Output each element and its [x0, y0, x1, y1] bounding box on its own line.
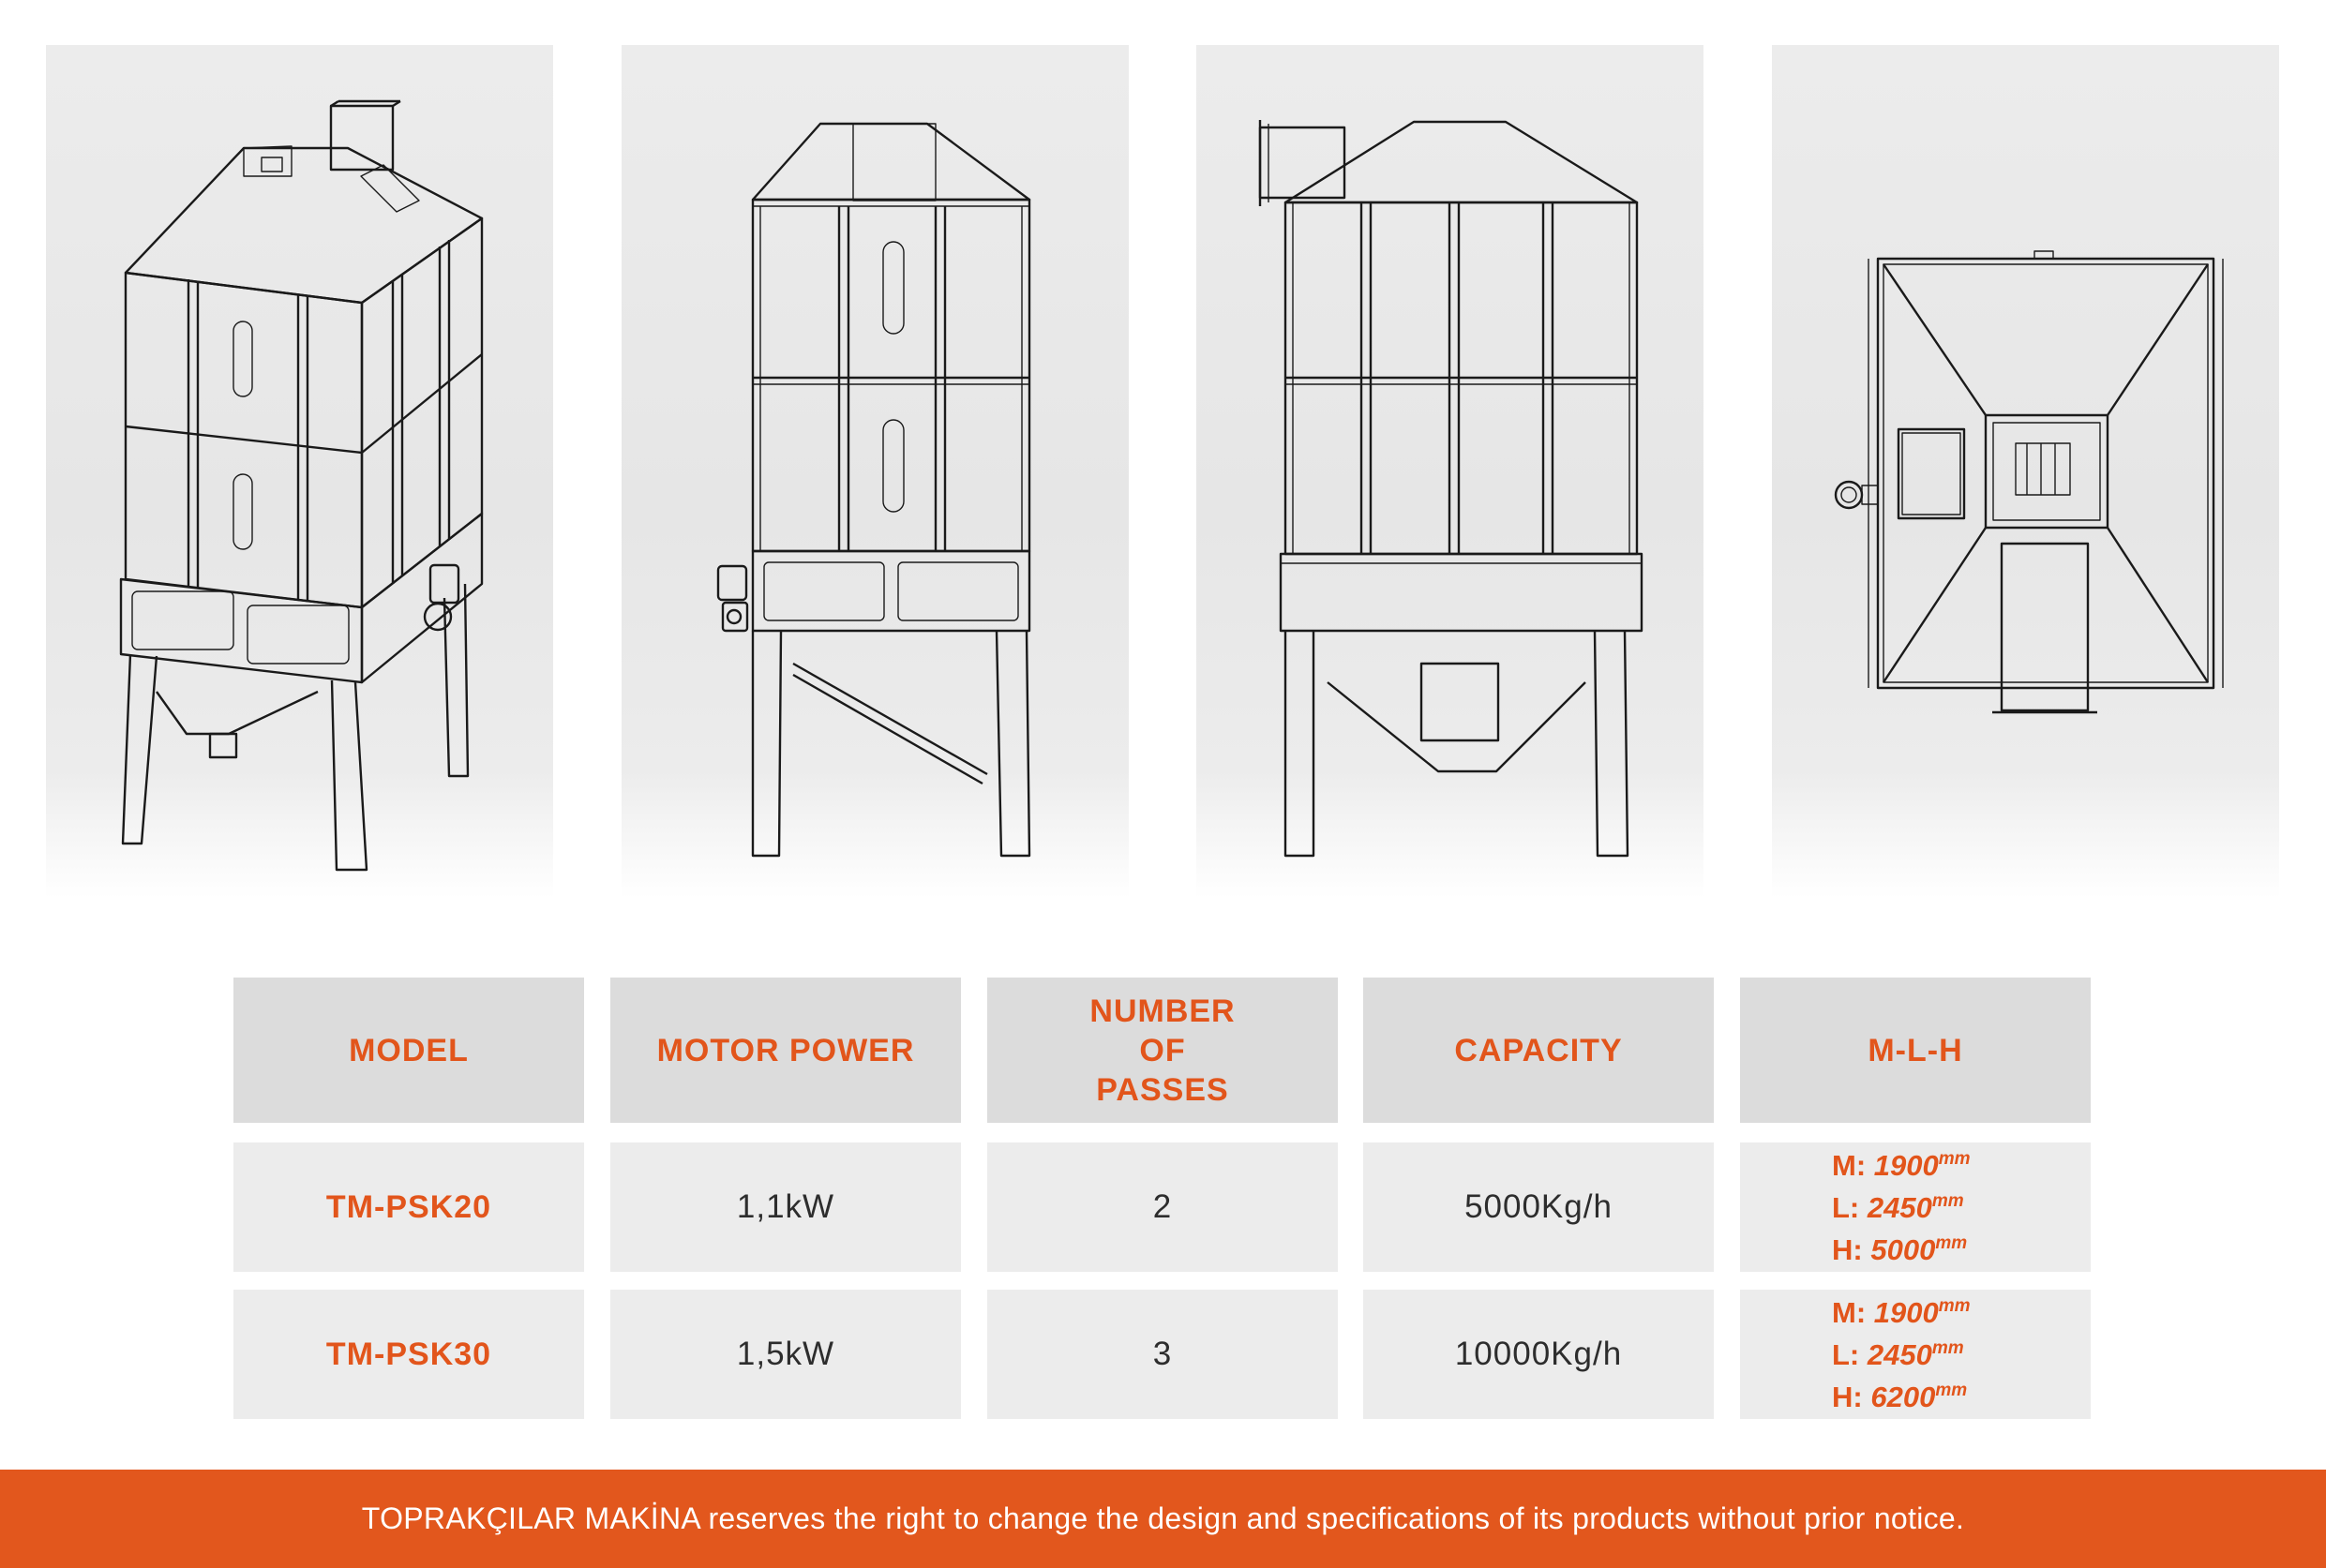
motor-power-value: 1,1kW	[736, 1188, 835, 1225]
header-mlh-label: M-L-H	[1868, 1032, 1963, 1068]
machine-front-drawing-icon	[622, 45, 1129, 898]
side-view-panel	[1196, 45, 1703, 898]
header-capacity	[1363, 978, 1714, 1123]
motor-power-value: 1,5kW	[736, 1336, 835, 1372]
footer-banner	[0, 1470, 2326, 1568]
passes-value: 3	[1152, 1336, 1173, 1372]
capacity-value: 5000Kg/h	[1464, 1188, 1613, 1225]
top-view-panel	[1772, 45, 2279, 898]
passes-value: 2	[1152, 1188, 1173, 1225]
table-row-2-dimensions	[1740, 1290, 2091, 1419]
table-row-1-motor-power	[610, 1142, 961, 1272]
dim-l: L: $2450^{mm}$	[1832, 1337, 1964, 1371]
header-number-of-passes	[987, 978, 1338, 1123]
table-row-1-dimensions	[1740, 1142, 2091, 1272]
capacity-value: 10000Kg/h	[1454, 1336, 1623, 1372]
machine-top-drawing-icon	[1772, 45, 2279, 898]
dim-m: M: $1900^{mm}$	[1832, 1148, 1971, 1182]
table-row-1-model	[233, 1142, 584, 1272]
machine-side-drawing-icon	[1196, 45, 1703, 898]
table-row-2-capacity	[1363, 1290, 1714, 1419]
header-model-label: MODEL	[349, 1032, 469, 1068]
header-passes-label: NUMBER OF PASSES	[1089, 993, 1236, 1108]
header-model	[233, 978, 584, 1123]
dim-m: M: $1900^{mm}$	[1832, 1295, 1971, 1329]
table-row-1-capacity	[1363, 1142, 1714, 1272]
header-capacity-label: CAPACITY	[1454, 1032, 1623, 1068]
table-row-2-passes	[987, 1290, 1338, 1419]
dim-h: H: $6200^{mm}$	[1832, 1380, 1968, 1413]
model-name: TM-PSK30	[325, 1336, 492, 1372]
dim-h: H: $5000^{mm}$	[1832, 1232, 1968, 1266]
header-motor-power	[610, 978, 961, 1123]
dim-l: L: $2450^{mm}$	[1832, 1190, 1964, 1224]
isometric-view-panel	[46, 45, 553, 898]
model-name: TM-PSK20	[325, 1188, 492, 1225]
header-mlh	[1740, 978, 2091, 1123]
table-row-2-motor-power	[610, 1290, 961, 1419]
front-view-panel	[622, 45, 1129, 898]
table-row-1-passes	[987, 1142, 1338, 1272]
header-motor-power-label: MOTOR POWER	[656, 1032, 915, 1068]
machine-isometric-drawing-icon	[46, 45, 553, 898]
table-row-2-model	[233, 1290, 584, 1419]
footer-notice: TOPRAKÇILAR MAKİNA reserves the right to change the design and specifications of its products without prior notice.	[361, 1501, 1965, 1535]
